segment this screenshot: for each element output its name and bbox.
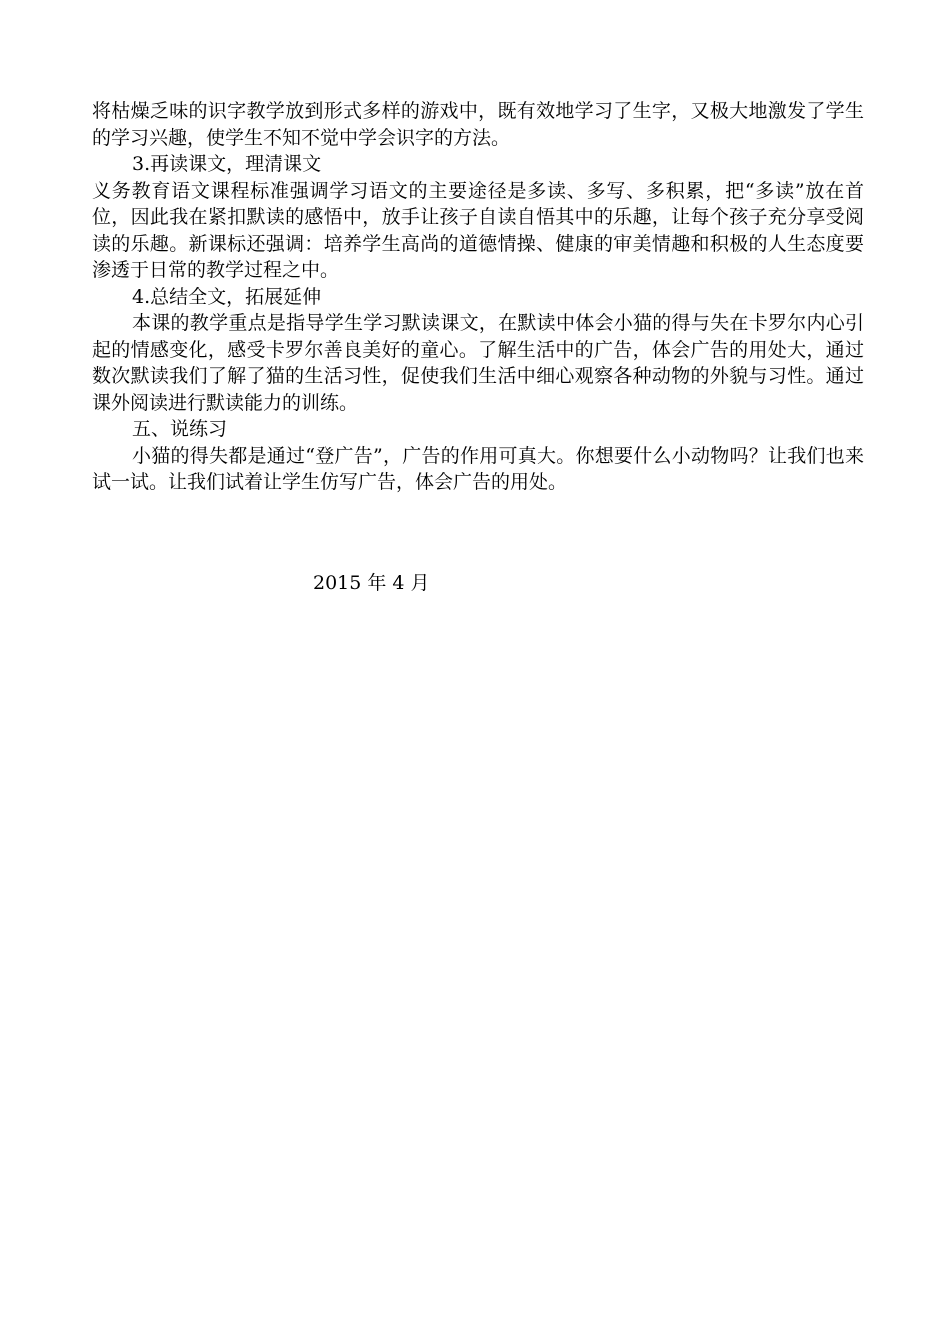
paragraph-curriculum-standard: 义务教育语文课程标准强调学习语文的主要途径是多读、多写、多积累，把“多读”放在首位，因此我在紧扣默读的感悟中，放手让孩子自读自悟其中的乐趣，让每个孩子充分享受阅读的乐趣。新课标还强调：培养学生高尚的道德情操、健康的审美情趣和积极的人生态度要渗透于日常的教学过程之中。 (92, 179, 864, 281)
section-heading-practice: 五、说练习 (132, 418, 228, 440)
document-body (92, 98, 864, 496)
section-heading-summary: 4.总结全文，拓展延伸 (132, 285, 322, 308)
section-heading-reread-text: 3.再读课文，理清课文 (132, 153, 322, 175)
paragraph-practice-advertisement: 小猫的得失都是通过“登广告”，广告的作用可真大。你想要什么小动物吗？让我们也来试一试。让我们试着让学生仿写广告，体会广告的用处。 (92, 444, 864, 493)
document-date: 2015 年 4 月 (313, 572, 430, 594)
paragraph-teaching-focus: 本课的教学重点是指导学生学习默读课文，在默读中体会小猫的得与失在卡罗尔内心引起的情感变化，感受卡罗尔善良美好的童心。了解生活中的广告，体会广告的用处大，通过数次默读我们了解了猫的生活习性，促使我们生活中细心观察各种动物的外貌与习性。通过课外阅读进行默读能力的训练。 (92, 312, 864, 414)
paragraph-identifying-characters-game: 将枯燥乏味的识字教学放到形式多样的游戏中，既有效地学习了生字，又极大地激发了学生的学习兴趣，使学生不知不觉中学会识字的方法。 (92, 100, 864, 149)
